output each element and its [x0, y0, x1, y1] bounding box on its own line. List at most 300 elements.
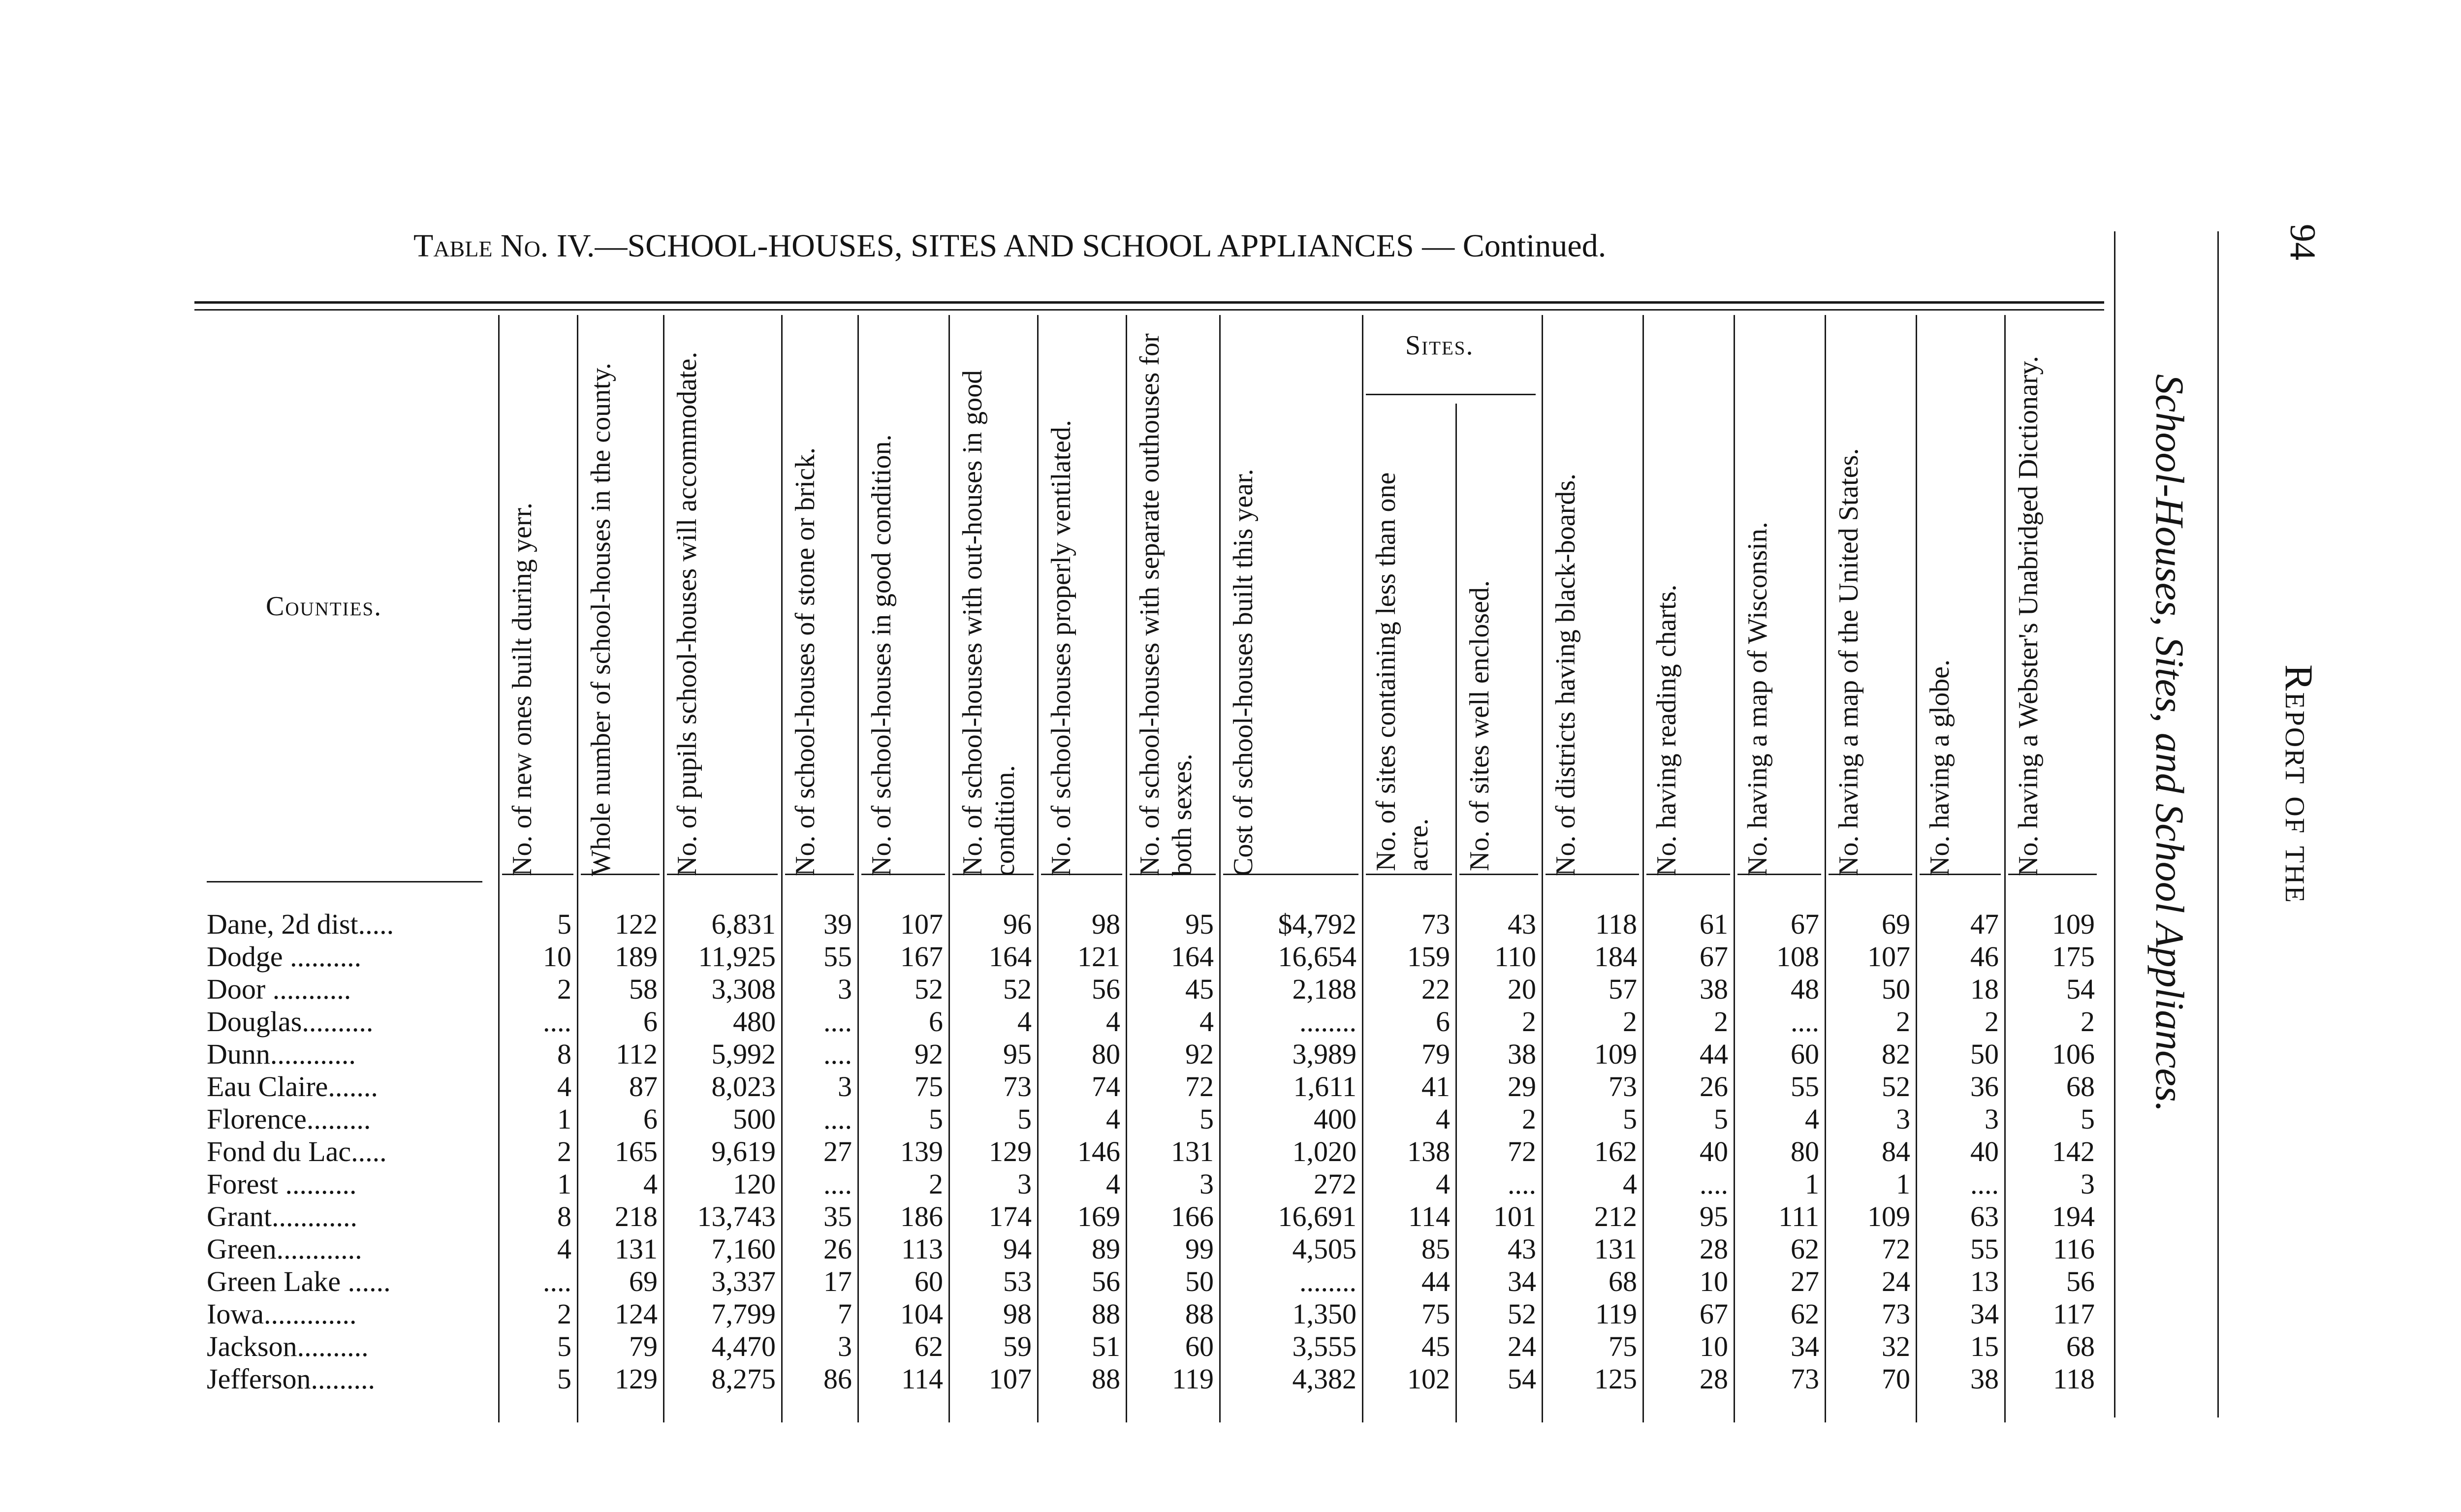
table-cell: 10: [543, 941, 571, 973]
column-divider: [1734, 315, 1735, 1422]
table-cell: 1: [1805, 1168, 1819, 1200]
column-header-17: No. having a Webster's Unabridged Dictionary.: [2013, 356, 2044, 876]
table-cell: 50: [1185, 1265, 1214, 1297]
table-cell: 60: [1791, 1038, 1819, 1070]
table-cell: 38: [1700, 973, 1728, 1005]
table-cell: 55: [823, 941, 852, 973]
table-cell: 4,505: [1292, 1233, 1357, 1265]
table-cell: 5: [1714, 1103, 1728, 1135]
table-cell: 122: [615, 908, 658, 940]
table-cell: 1,611: [1293, 1071, 1357, 1102]
table-cell: 3,337: [711, 1265, 776, 1297]
table-cell: 131: [1594, 1233, 1637, 1265]
table-cell: 73: [1609, 1071, 1637, 1102]
table-cell: 164: [989, 941, 1032, 973]
table-cell: 38: [1508, 1038, 1536, 1070]
table-cell: 86: [823, 1363, 852, 1395]
column-divider: [1219, 315, 1221, 1422]
column-divider: [577, 315, 578, 1422]
table-cell: 58: [629, 973, 658, 1005]
county-name: Dodge ..........: [207, 941, 362, 973]
table-cell: 118: [2053, 1363, 2095, 1395]
table-cell: 6: [929, 1006, 943, 1038]
table-cell: 94: [1003, 1233, 1032, 1265]
sites-group-rule: [1366, 394, 1536, 395]
table-cell: 4: [1106, 1006, 1120, 1038]
table-cell: 5: [2081, 1103, 2095, 1135]
table-cell: 1,020: [1292, 1135, 1357, 1167]
table-cell: 101: [1493, 1200, 1536, 1232]
table-cell: 164: [1171, 941, 1214, 973]
column-divider: [663, 315, 664, 1422]
table-cell: 52: [1882, 1071, 1910, 1102]
table-cell: 96: [1003, 908, 1032, 940]
table-cell: 82: [1882, 1038, 1910, 1070]
column-divider: [857, 315, 859, 1422]
table-cell: 50: [1882, 973, 1910, 1005]
table-cell: ....: [543, 1006, 571, 1038]
table-cell: 32: [1882, 1330, 1910, 1362]
table-cell: 4: [1199, 1006, 1214, 1038]
table-cell: 2: [557, 1298, 571, 1330]
table-cell: 98: [1092, 908, 1120, 940]
table-cell: 7,799: [711, 1298, 776, 1330]
table-cell: 73: [1421, 908, 1450, 940]
table-cell: 67: [1700, 1298, 1728, 1330]
column-divider: [1362, 315, 1363, 1422]
table-cell: 1: [557, 1103, 571, 1135]
table-cell: 116: [2053, 1233, 2095, 1265]
table-cell: 117: [2053, 1298, 2095, 1330]
table-title: [413, 227, 1988, 265]
table-cell: 2: [1522, 1006, 1536, 1038]
counties-header: Counties.: [266, 591, 382, 622]
county-name: Green Lake ......: [207, 1265, 391, 1297]
table-cell: 84: [1882, 1135, 1910, 1167]
column-divider: [1126, 315, 1127, 1422]
table-cell: 142: [2052, 1135, 2095, 1167]
table-cell: 110: [1494, 941, 1536, 973]
table-cell: 480: [733, 1006, 776, 1038]
table-cell: 13,743: [697, 1200, 776, 1232]
table-cell: 6: [643, 1103, 658, 1135]
table-cell: 34: [1508, 1265, 1536, 1297]
column-divider: [2004, 315, 2006, 1422]
table-cell: ........: [1299, 1265, 1357, 1297]
column-divider: [781, 315, 783, 1422]
table-cell: 18: [1970, 973, 1999, 1005]
table-cell: 4: [1106, 1168, 1120, 1200]
table-cell: 165: [615, 1135, 658, 1167]
table-cell: 69: [1882, 908, 1910, 940]
table-cell: 138: [1407, 1135, 1450, 1167]
table-cell: 2: [2081, 1006, 2095, 1038]
table-cell: 109: [1867, 1200, 1910, 1232]
county-name: Florence.........: [207, 1103, 371, 1135]
table-cell: 24: [1508, 1330, 1536, 1362]
table-cell: 73: [1882, 1298, 1910, 1330]
table-cell: 53: [1003, 1265, 1032, 1297]
top-rule-2: [194, 309, 2104, 311]
table-cell: 69: [629, 1265, 658, 1297]
column-header-12: No. of districts having black-boards.: [1550, 473, 1581, 876]
table-cell: 1,350: [1292, 1298, 1357, 1330]
column-divider: [1455, 404, 1457, 1422]
table-cell: 3: [838, 973, 852, 1005]
table-cell: 125: [1594, 1363, 1637, 1395]
table-cell: 272: [1314, 1168, 1357, 1200]
table-cell: 107: [989, 1363, 1032, 1395]
table-cell: 60: [1185, 1330, 1214, 1362]
table-cell: 29: [1508, 1071, 1536, 1102]
county-name: Grant............: [207, 1200, 358, 1232]
table-cell: 47: [1970, 908, 1999, 940]
table-cell: ....: [823, 1006, 852, 1038]
table-cell: 15: [1970, 1330, 1999, 1362]
table-cell: 112: [616, 1038, 658, 1070]
column-header-1: No. of new ones built during yerr.: [507, 503, 537, 876]
county-name: Iowa.............: [207, 1298, 357, 1330]
table-cell: 59: [1003, 1330, 1032, 1362]
county-name: Douglas..........: [207, 1006, 374, 1038]
table-cell: 8: [557, 1200, 571, 1232]
table-cell: 186: [900, 1200, 943, 1232]
table-cell: 8,023: [711, 1071, 776, 1102]
table-cell: 55: [1970, 1233, 1999, 1265]
table-cell: 159: [1407, 941, 1450, 973]
table-cell: 72: [1508, 1135, 1536, 1167]
table-cell: 4,470: [711, 1330, 776, 1362]
county-name: Green............: [207, 1233, 362, 1265]
table-cell: 102: [1407, 1363, 1450, 1395]
right-margin-rule-2: [2217, 231, 2219, 1418]
table-cell: 4: [1623, 1168, 1637, 1200]
table-cell: 70: [1882, 1363, 1910, 1395]
county-name: Fond du Lac.....: [207, 1135, 387, 1167]
column-header-8: No. of school-houses with separate outhouses for both sexes.: [1135, 333, 1198, 876]
table-cell: 40: [1700, 1135, 1728, 1167]
table-cell: 4: [643, 1168, 658, 1200]
table-cell: 68: [2066, 1071, 2095, 1102]
table-cell: 5: [557, 908, 571, 940]
table-cell: 88: [1092, 1298, 1120, 1330]
table-cell: 2: [557, 973, 571, 1005]
table-cell: 56: [1092, 1265, 1120, 1297]
table-cell: 80: [1791, 1135, 1819, 1167]
table-cell: ....: [823, 1168, 852, 1200]
table-cell: 52: [1003, 973, 1032, 1005]
table-cell: 4: [1436, 1103, 1450, 1135]
county-name: Dunn............: [207, 1038, 356, 1070]
table-cell: 1: [557, 1168, 571, 1200]
table-cell: 45: [1421, 1330, 1450, 1362]
table-cell: 56: [1092, 973, 1120, 1005]
table-cell: 26: [823, 1233, 852, 1265]
table-cell: 34: [1970, 1298, 1999, 1330]
table-cell: 5,992: [711, 1038, 776, 1070]
table-cell: 40: [1970, 1135, 1999, 1167]
table-cell: 500: [733, 1103, 776, 1135]
table-cell: 39: [823, 908, 852, 940]
table-cell: 10: [1700, 1330, 1728, 1362]
table-cell: 169: [1077, 1200, 1120, 1232]
table-cell: 3: [1985, 1103, 1999, 1135]
table-cell: 7: [838, 1298, 852, 1330]
table-cell: 98: [1003, 1298, 1032, 1330]
table-cell: 3,989: [1292, 1038, 1357, 1070]
table-cell: 72: [1882, 1233, 1910, 1265]
table-cell: 17: [823, 1265, 852, 1297]
table-cell: 124: [615, 1298, 658, 1330]
table-cell: 46: [1970, 941, 1999, 973]
table-cell: 36: [1970, 1071, 1999, 1102]
table-cell: 54: [2066, 973, 2095, 1005]
table-cell: 6,831: [711, 908, 776, 940]
table-cell: 189: [615, 941, 658, 973]
table-cell: 55: [1791, 1071, 1819, 1102]
table-cell: 95: [1003, 1038, 1032, 1070]
table-cell: 111: [1778, 1200, 1819, 1232]
table-title-text: —SCHOOL-HOUSES, SITES AND SCHOOL APPLIANCES — Continued.: [595, 228, 1607, 264]
table-cell: 212: [1594, 1200, 1637, 1232]
table-cell: 194: [2052, 1200, 2095, 1232]
table-cell: 4: [1436, 1168, 1450, 1200]
table-cell: $4,792: [1278, 908, 1357, 940]
column-header-rule: [1366, 874, 1452, 875]
table-cell: 162: [1594, 1135, 1637, 1167]
table-cell: 113: [901, 1233, 943, 1265]
table-cell: 24: [1882, 1265, 1910, 1297]
table-cell: 4: [557, 1233, 571, 1265]
table-cell: 5: [1199, 1103, 1214, 1135]
table-cell: 45: [1185, 973, 1214, 1005]
page-number: 94: [2282, 224, 2323, 260]
table-cell: 13: [1970, 1265, 1999, 1297]
county-name: Jackson..........: [207, 1330, 369, 1362]
table-cell: 3: [1896, 1103, 1910, 1135]
table-cell: 114: [1408, 1200, 1450, 1232]
table-cell: 9,619: [711, 1135, 776, 1167]
table-cell: 3: [838, 1071, 852, 1102]
column-header-6: No. of school-houses with out-houses in good condition.: [957, 370, 1020, 876]
column-header-7: No. of school-houses properly ventilated.: [1046, 420, 1076, 876]
table-cell: 184: [1594, 941, 1637, 973]
table-cell: 139: [900, 1135, 943, 1167]
table-cell: ....: [543, 1265, 571, 1297]
table-cell: 2,188: [1292, 973, 1357, 1005]
table-cell: 129: [615, 1363, 658, 1395]
table-cell: 92: [1185, 1038, 1214, 1070]
top-rule-1: [194, 301, 2104, 304]
table-cell: 3: [1199, 1168, 1214, 1200]
table-cell: 75: [1609, 1330, 1637, 1362]
table-cell: 67: [1791, 908, 1819, 940]
table-cell: 166: [1171, 1200, 1214, 1232]
table-cell: 99: [1185, 1233, 1214, 1265]
table-cell: 146: [1077, 1135, 1120, 1167]
table-cell: 62: [1791, 1298, 1819, 1330]
table-cell: 62: [1791, 1233, 1819, 1265]
table-cell: 43: [1508, 1233, 1536, 1265]
table-cell: 107: [1867, 941, 1910, 973]
table-cell: 129: [989, 1135, 1032, 1167]
column-divider: [1916, 315, 1917, 1422]
column-divider: [1542, 315, 1543, 1422]
table-cell: 72: [1185, 1071, 1214, 1102]
table-cell: 56: [2066, 1265, 2095, 1297]
column-header-4: No. of school-houses of stone or brick.: [790, 447, 820, 876]
table-cell: 3: [838, 1330, 852, 1362]
table-cell: ....: [823, 1038, 852, 1070]
table-cell: 119: [1172, 1363, 1214, 1395]
table-cell: 75: [915, 1071, 943, 1102]
table-cell: 4,382: [1292, 1363, 1357, 1395]
column-header-13: No. having reading charts.: [1651, 584, 1682, 876]
county-name: Dane, 2d dist.....: [207, 908, 394, 940]
table-cell: 109: [1594, 1038, 1637, 1070]
table-cell: 88: [1185, 1298, 1214, 1330]
table-cell: 28: [1700, 1363, 1728, 1395]
table-cell: 119: [1595, 1298, 1637, 1330]
table-cell: ....: [1508, 1168, 1536, 1200]
table-number: Table No. IV.: [413, 228, 595, 264]
table-cell: 174: [989, 1200, 1032, 1232]
table-cell: 51: [1092, 1330, 1120, 1362]
table-cell: 79: [629, 1330, 658, 1362]
table-cell: 5: [557, 1363, 571, 1395]
table-cell: ....: [1700, 1168, 1728, 1200]
table-cell: 5: [929, 1103, 943, 1135]
table-cell: 4: [1106, 1103, 1120, 1135]
column-divider: [948, 315, 950, 1422]
table-cell: 54: [1508, 1363, 1536, 1395]
table-cell: 400: [1314, 1103, 1357, 1135]
table-cell: 61: [1700, 908, 1728, 940]
table-cell: 2: [1714, 1006, 1728, 1038]
table-cell: 121: [1077, 941, 1120, 973]
column-divider: [1825, 315, 1826, 1422]
table-cell: ....: [1970, 1168, 1999, 1200]
column-header-14: No. having a map of Wisconsin.: [1742, 522, 1773, 876]
table-cell: 11,925: [698, 941, 776, 973]
table-cell: 73: [1791, 1363, 1819, 1395]
county-name: Jefferson.........: [207, 1363, 376, 1395]
table-cell: ....: [823, 1103, 852, 1135]
table-cell: 131: [615, 1233, 658, 1265]
table-cell: 79: [1421, 1038, 1450, 1070]
table-cell: 35: [823, 1200, 852, 1232]
table-cell: 16,691: [1278, 1200, 1357, 1232]
table-cell: 2: [1623, 1006, 1637, 1038]
column-divider: [1642, 315, 1644, 1422]
table-cell: 4: [1805, 1103, 1819, 1135]
right-margin-rule-1: [2114, 231, 2115, 1418]
table-cell: 167: [900, 941, 943, 973]
table-cell: ........: [1299, 1006, 1357, 1038]
table-cell: 4: [1017, 1006, 1032, 1038]
table-cell: 131: [1171, 1135, 1214, 1167]
table-cell: 16,654: [1278, 941, 1357, 973]
column-header-9: Cost of school-houses built this year.: [1228, 469, 1259, 876]
column-header-10: No. of sites containing less than one acre.: [1371, 472, 1434, 871]
table-cell: 68: [2066, 1330, 2095, 1362]
table-cell: 5: [1017, 1103, 1032, 1135]
column-header-rule: [1459, 874, 1538, 875]
table-cell: 67: [1700, 941, 1728, 973]
table-cell: 63: [1970, 1200, 1999, 1232]
table-cell: 41: [1421, 1071, 1450, 1102]
sites-group-header: Sites.: [1405, 330, 1474, 361]
table-cell: 28: [1700, 1233, 1728, 1265]
table-cell: 3,308: [711, 973, 776, 1005]
table-cell: 60: [915, 1265, 943, 1297]
table-cell: 34: [1791, 1330, 1819, 1362]
table-cell: 27: [1791, 1265, 1819, 1297]
running-head-subject: School-Houses, Sites, and School Appliances.: [2147, 374, 2192, 1112]
table-cell: 95: [1700, 1200, 1728, 1232]
table-cell: 57: [1609, 973, 1637, 1005]
table-cell: 95: [1185, 908, 1214, 940]
county-name: Forest ..........: [207, 1168, 357, 1200]
table-cell: 10: [1700, 1265, 1728, 1297]
table-cell: 109: [2052, 908, 2095, 940]
column-divider: [1037, 315, 1039, 1422]
table-cell: 106: [2052, 1038, 2095, 1070]
table-cell: 27: [823, 1135, 852, 1167]
table-cell: 2: [557, 1135, 571, 1167]
column-header-15: No. having a map of the United States.: [1833, 448, 1864, 876]
column-header-2: Whole number of school-houses in the county.: [586, 362, 616, 876]
table-cell: 2: [929, 1168, 943, 1200]
table-cell: 62: [915, 1330, 943, 1362]
table-cell: 43: [1508, 908, 1536, 940]
table-cell: 74: [1092, 1071, 1120, 1102]
table-cell: 88: [1092, 1363, 1120, 1395]
table-cell: 73: [1003, 1071, 1032, 1102]
table-cell: 108: [1776, 941, 1819, 973]
table-cell: 80: [1092, 1038, 1120, 1070]
table-cell: 2: [1985, 1006, 1999, 1038]
table-cell: 50: [1970, 1038, 1999, 1070]
table-cell: 104: [900, 1298, 943, 1330]
table-cell: 3: [2081, 1168, 2095, 1200]
table-cell: 44: [1421, 1265, 1450, 1297]
column-header-5: No. of school-houses in good condition.: [866, 434, 897, 876]
table-cell: 107: [900, 908, 943, 940]
table-cell: 52: [915, 973, 943, 1005]
table-cell: 44: [1700, 1038, 1728, 1070]
table-cell: 2: [1522, 1103, 1536, 1135]
county-name: Eau Claire.......: [207, 1071, 378, 1102]
table-cell: 89: [1092, 1233, 1120, 1265]
table-cell: 87: [629, 1071, 658, 1102]
table-cell: 48: [1791, 973, 1819, 1005]
column-header-16: No. having a globe.: [1925, 659, 1955, 876]
running-head-report: Report of the: [2277, 664, 2320, 904]
table-cell: 68: [1609, 1265, 1637, 1297]
table-cell: 175: [2052, 941, 2095, 973]
counties-header-rule: [207, 881, 482, 882]
table-cell: 85: [1421, 1233, 1450, 1265]
table-cell: 26: [1700, 1071, 1728, 1102]
column-header-3: No. of pupils school-houses will accommodate.: [672, 351, 702, 876]
table-cell: 92: [915, 1038, 943, 1070]
table-cell: 120: [733, 1168, 776, 1200]
table-cell: 8: [557, 1038, 571, 1070]
table-cell: 75: [1421, 1298, 1450, 1330]
table-cell: 52: [1508, 1298, 1536, 1330]
table-cell: 8,275: [711, 1363, 776, 1395]
